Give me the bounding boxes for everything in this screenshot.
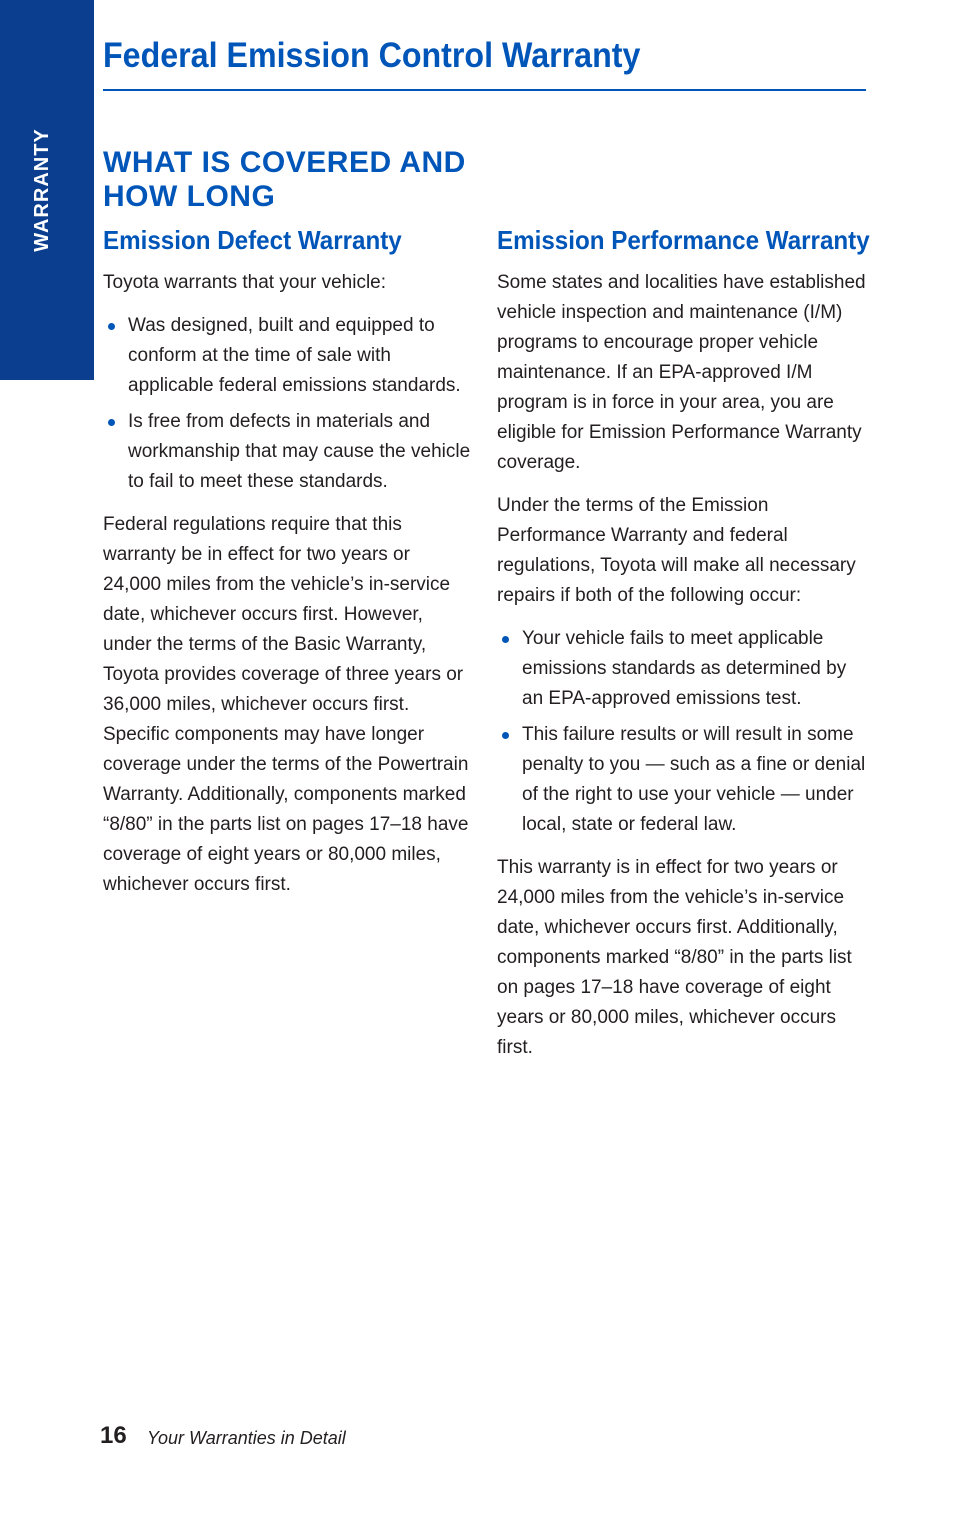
page-title: Federal Emission Control Warranty: [103, 36, 641, 75]
emission-defect-heading: Emission Defect Warranty: [103, 225, 402, 255]
right-bullet-list: [497, 624, 869, 840]
right-paragraph-3: This warranty is in effect for two years or 24,000 miles from the vehicle’s in-service date, whichever occurs first. Additionally, components marked “8/80” in the parts list on pages 17–18 have coverage of eight years or 80,000 miles, whichever occurs first.: [497, 857, 852, 1058]
section-heading-line2: HOW LONG: [103, 180, 276, 213]
title-rule: [103, 89, 866, 91]
side-tab-label: WARRANTY: [31, 128, 53, 252]
bullet-icon: [108, 323, 115, 330]
right-column: [497, 224, 869, 1076]
left-intro: Toyota warrants that your vehicle:: [103, 272, 387, 293]
bullet-icon: [502, 636, 509, 643]
list-item: [103, 407, 471, 497]
bullet-icon: [502, 732, 509, 739]
list-item-text: Is free from defects in materials and workmanship that may cause the vehicle to fail to meet these standards.: [128, 411, 471, 492]
list-item: [103, 311, 471, 401]
emission-performance-heading: Emission Performance Warranty: [497, 225, 870, 255]
right-paragraph-1: Some states and localities have established vehicle inspection and maintenance (I/M) programs to encourage proper vehicle maintenance. If an EPA-approved I/M program is in force in your area, you are eligible for Emission Performance Warranty coverage.: [497, 272, 866, 473]
list-item-text: Was designed, built and equipped to conform at the time of sale with applicable federal emissions standards.: [128, 315, 461, 396]
footer-text: Your Warranties in Detail: [147, 1428, 346, 1448]
list-item: [497, 624, 869, 714]
list-item: [497, 720, 869, 840]
right-paragraph-2: Under the terms of the Emission Performance Warranty and federal regulations, Toyota will make all necessary repairs if both of the following occur:: [497, 495, 856, 606]
bullet-icon: [108, 419, 115, 426]
section-heading-line1: WHAT IS COVERED AND: [103, 146, 466, 179]
side-tab: [0, 0, 94, 380]
page-number: 16: [100, 1422, 127, 1449]
left-bullet-list: [103, 311, 471, 497]
list-item-text: Your vehicle fails to meet applicable emissions standards as determined by an EPA-approved emissions test.: [522, 628, 847, 709]
section-heading: [103, 146, 503, 214]
left-paragraph: Federal regulations require that this warranty be in effect for two years or 24,000 miles from the vehicle’s in-service date, whichever occurs first. However, under the terms of the Basic Warranty, Toyota provides coverage of three years or 36,000 miles, whichever occurs first. Specific components may have longer coverage under the terms of the Powertrain Warranty. Additionally, components marked “8/80” in the parts list on pages 17–18 have coverage of eight years or 80,000 miles, whichever occurs first.: [103, 514, 469, 895]
left-column: [103, 224, 471, 913]
list-item-text: This failure results or will result in some penalty to you — such as a fine or denial of the right to use your vehicle — under local, state or federal law.: [522, 724, 866, 835]
